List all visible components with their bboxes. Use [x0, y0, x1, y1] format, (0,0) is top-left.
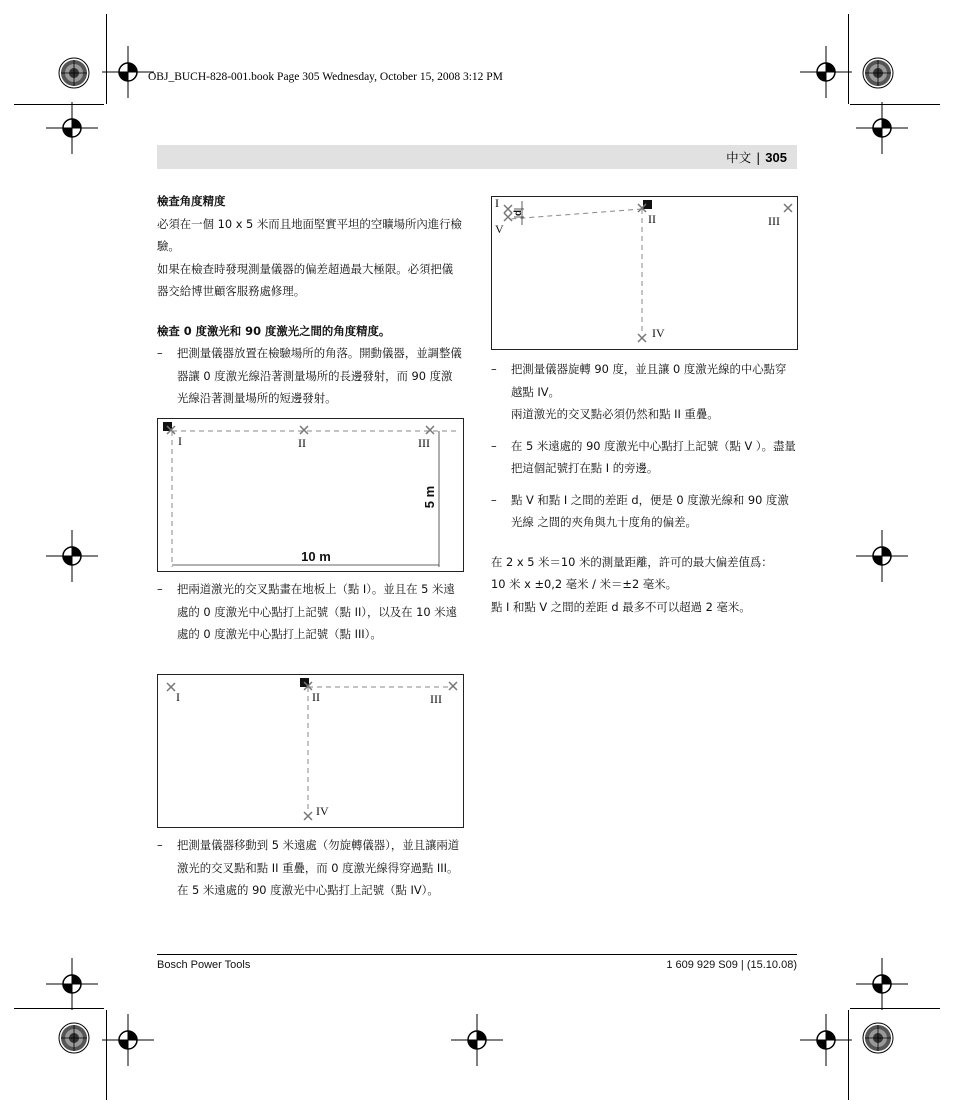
step-5-text: 在 5 米遠處的 90 度激光中心點打上記號（點 V ）。盡量把這個記號打在點 I 的旁邊。 — [511, 438, 796, 475]
fig1-dim-5m: 5 m — [422, 485, 437, 509]
section-title: 檢查角度精度 — [157, 194, 226, 208]
print-info: OBJ_BUCH-828-001.book Page 305 Wednesday, October 15, 2008 3:12 PM — [148, 71, 503, 83]
figure-1-diagram — [157, 418, 464, 572]
step-5 — [491, 435, 797, 480]
fig1-point-II: II — [298, 436, 306, 450]
left-column — [157, 190, 463, 410]
fig3-point-III: III — [768, 214, 780, 228]
step-1 — [157, 342, 463, 410]
step-2 — [157, 578, 463, 646]
header-separator: | — [756, 150, 761, 165]
subsection-title: 檢查 0 度激光和 90 度激光之間的角度精度。 — [157, 323, 391, 338]
step-6-text: 點 V 和點 I 之間的差距 d，便是 0 度激光線和 90 度激光線 之間的夾角與九十度角的偏差。 — [511, 492, 789, 529]
right-column — [491, 358, 797, 618]
intro-paragraph-1: 必須在一個 10 x 5 米而且地面堅實平坦的空曠場所內進行檢驗。 — [157, 216, 462, 253]
fig2-point-II: II — [312, 690, 320, 704]
bullet-dash: – — [491, 492, 497, 507]
bullet-dash: – — [157, 346, 163, 360]
step-1-text: 把測量儀器放置在檢驗場所的角落。開動儀器，並調整儀器讓 0 度激光線沿著測量場所的長邊發射，而 90 度激光線沿著測量場所的短邊發射。 — [177, 346, 462, 405]
tolerance-calc: 10 米 x ±0,2 毫米 / 米＝±2 毫米。 — [491, 577, 677, 591]
intro-paragraph-2: 如果在檢查時發現測量儀器的偏差超過最大極限。必須把儀器交給博世顧客服務處修理。 — [157, 261, 454, 298]
bullet-dash: – — [491, 362, 497, 376]
fig3-point-IV: IV — [652, 326, 665, 340]
step-3 — [157, 834, 463, 902]
step-2-text: 把兩道激光的交叉點畫在地板上（點 I）。並且在 5 米遠處的 0 度激光中心點打上記號（點 II），以及在 10 米遠處的 0 度激光中心點打上記號（點 III）。 — [177, 582, 458, 641]
step-4 — [491, 358, 797, 426]
bullet-dash: – — [157, 582, 163, 596]
fig3-point-I: I — [495, 197, 499, 210]
fig1-dim-10m: 10 m — [301, 549, 331, 564]
footer-docnum: 1 609 929 S09 | (15.10.08) — [666, 959, 797, 971]
step-4-text: 把測量儀器旋轉 90 度，並且讓 0 度激光線的中心點穿越點 IV。 — [511, 362, 787, 399]
fig3-point-V: V — [495, 222, 504, 236]
bullet-dash: – — [491, 438, 497, 453]
step-3-text: 把測量儀器移動到 5 米遠處（勿旋轉儀器），並且讓兩道激光的交叉點和點 II 重疊，而 0 度激光線得穿過點 III。 — [177, 838, 460, 875]
step-3b-text: 在 5 米遠處的 90 度激光中心點打上記號（點 IV）。 — [177, 883, 439, 897]
fig2-point-IV: IV — [316, 804, 329, 818]
bullet-dash: – — [157, 838, 163, 852]
fig1-point-I: I — [178, 434, 182, 448]
step-6 — [491, 489, 797, 534]
fig3-d-label: d — [513, 209, 524, 217]
fig1-point-III: III — [418, 436, 430, 450]
tolerance-intro: 在 2 x 5 米＝10 米的測量距離，許可的最大偏差值爲： — [491, 554, 773, 569]
figure-2-diagram — [157, 674, 464, 828]
fig2-point-III: III — [430, 692, 442, 706]
fig2-point-I: I — [176, 690, 180, 704]
page-number: 305 — [765, 150, 787, 165]
footer-rule — [157, 954, 797, 955]
header-language: 中文 — [726, 150, 752, 165]
figure-3-diagram — [491, 196, 798, 350]
tolerance-limit: 點 I 和點 V 之間的差距 d 最多不可以超過 2 毫米。 — [491, 599, 751, 614]
page-header — [157, 145, 797, 169]
step-4b-text: 兩道激光的交叉點必須仍然和點 II 重疊。 — [511, 407, 719, 421]
footer-brand: Bosch Power Tools — [157, 959, 251, 971]
fig3-point-II: II — [648, 212, 656, 226]
